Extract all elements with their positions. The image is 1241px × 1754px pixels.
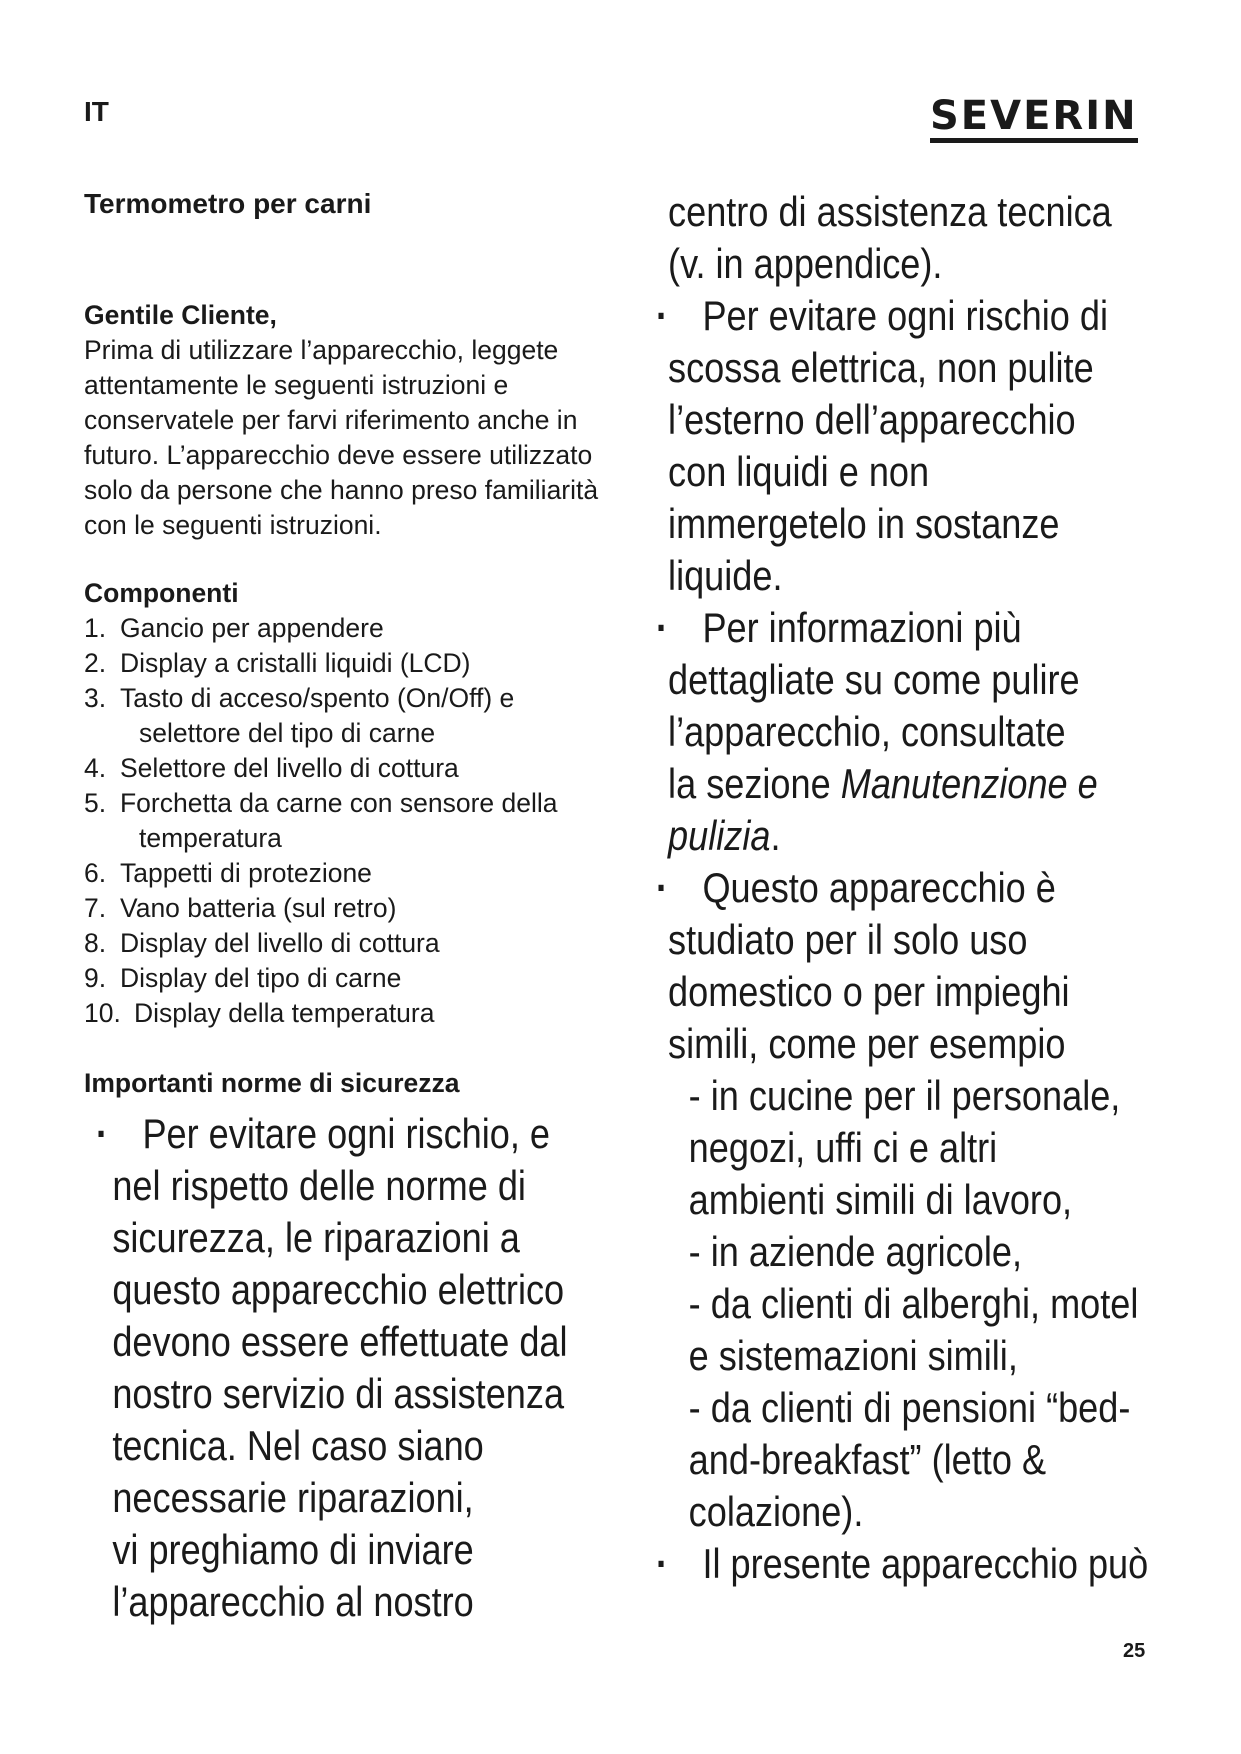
sub-item-line: - in aziende agricole,	[688, 1228, 1022, 1275]
item-number: 8.	[84, 928, 107, 958]
bullet-line: sicurezza, le riparazioni a	[112, 1214, 520, 1261]
item-number: 7.	[84, 893, 107, 923]
bullet-line: nel rispetto delle norme di	[112, 1162, 526, 1209]
bullet-line: studiato per il solo uso	[668, 916, 1028, 963]
list-item	[84, 996, 558, 1031]
bullet-line: nostro servizio di assistenza	[112, 1370, 565, 1417]
components-list	[84, 611, 558, 1031]
intro-section	[84, 298, 598, 543]
bullet-text: Il presente apparecchio può	[702, 1540, 1149, 1587]
components-heading: Componenti	[84, 578, 239, 608]
intro-line: con le seguenti istruzioni.	[84, 510, 382, 540]
bullet-mark: ·	[96, 1110, 109, 1157]
bullet-line: simili, come per esempio	[668, 1020, 1066, 1067]
page-number: 25	[1123, 1640, 1146, 1662]
bullet-line: l’apparecchio, consultate	[668, 708, 1066, 755]
item-text: Vano batteria (sul retro)	[120, 893, 397, 923]
item-text-continued: selettore del tipo di carne	[139, 718, 436, 748]
bullet-line: vi preghiamo di inviare	[112, 1526, 474, 1573]
bullet-line: devono essere effettuate dal	[112, 1318, 568, 1365]
bullet-mark: ·	[656, 864, 669, 911]
bullet-text: Questo apparecchio è	[702, 864, 1056, 911]
bullet-line	[656, 810, 1148, 862]
bullet-line: immergetelo in sostanze	[668, 500, 1060, 547]
list-item	[84, 681, 558, 751]
item-text: Display del tipo di carne	[120, 963, 402, 993]
item-text-continued: temperatura	[139, 823, 282, 853]
list-item	[84, 751, 558, 786]
sub-item-line: - da clienti di pensioni “bed-	[688, 1384, 1131, 1431]
bullet-text: la sezione	[668, 760, 841, 807]
intro-line: attentamente le seguenti istruzioni e	[84, 370, 509, 400]
item-number: 10.	[84, 998, 121, 1028]
continuation-line: (v. in appendice).	[668, 240, 943, 287]
list-item	[84, 611, 558, 646]
item-text: Display a cristalli liquidi (LCD)	[120, 648, 471, 678]
item-text: Forchetta da carne con sensore della	[120, 788, 558, 818]
continuation-line: centro di assistenza tecnica	[668, 188, 1112, 235]
item-text: Gancio per appendere	[120, 613, 384, 643]
list-item	[84, 961, 558, 996]
item-number: 4.	[84, 753, 107, 783]
sub-item-line: - da clienti di alberghi, motel	[688, 1280, 1139, 1327]
section-reference: Manutenzione e	[840, 760, 1098, 807]
intro-heading: Gentile Cliente,	[84, 300, 277, 330]
bullet-text: Per evitare ogni rischio, e	[142, 1110, 550, 1157]
item-number: 9.	[84, 963, 107, 993]
list-item	[84, 646, 558, 681]
section-reference-continued: pulizia	[668, 812, 771, 859]
bullet-mark: ·	[656, 292, 669, 339]
intro-line: conservatele per farvi riferimento anche in	[84, 405, 578, 435]
list-item	[84, 926, 558, 961]
bullet-line: tecnica. Nel caso siano	[112, 1422, 484, 1469]
bullet-line: liquide.	[668, 552, 783, 599]
language-code: IT	[84, 96, 109, 127]
sentence-end: .	[770, 812, 781, 859]
item-text: Tasto di acceso/spento (On/Off) e	[120, 683, 515, 713]
sub-item-line: and-breakfast” (letto &	[688, 1436, 1047, 1483]
severin-logo: SEVERIN	[930, 96, 1138, 143]
list-item	[84, 786, 558, 856]
safety-bullet-repairs	[96, 1108, 568, 1628]
bullet-mark: ·	[656, 604, 669, 651]
bullet-text: Per evitare ogni rischio di	[702, 292, 1108, 339]
bullet-line: l’esterno dell’apparecchio	[668, 396, 1076, 443]
bullet-line: con liquidi e non	[668, 448, 930, 495]
right-column	[656, 186, 1148, 1590]
bullet-line: questo apparecchio elettrico	[112, 1266, 565, 1313]
intro-line: solo da persone che hanno preso familiarità	[84, 475, 599, 505]
item-number: 2.	[84, 648, 107, 678]
sub-item-line: ambienti simili di lavoro,	[688, 1176, 1073, 1223]
bullet-line: domestico o per impieghi	[668, 968, 1070, 1015]
intro-line: futuro. L’apparecchio deve essere utilizzato	[84, 440, 593, 470]
bullet-line: necessarie riparazioni,	[112, 1474, 474, 1521]
page-title: Termometro per carni	[84, 188, 372, 219]
item-text: Display della temperatura	[134, 998, 435, 1028]
item-number: 3.	[84, 683, 107, 713]
item-number: 1.	[84, 613, 107, 643]
bullet-line	[656, 758, 1148, 810]
list-item	[84, 891, 558, 926]
components-section	[84, 576, 558, 1031]
bullet-text: Per informazioni più	[702, 604, 1022, 651]
intro-line: Prima di utilizzare l’apparecchio, leggete	[84, 335, 559, 365]
sub-item-line: colazione).	[688, 1488, 864, 1535]
sub-item-line: - in cucine per il personale,	[688, 1072, 1121, 1119]
bullet-mark: ·	[656, 1540, 669, 1587]
item-number: 6.	[84, 858, 107, 888]
list-item	[84, 856, 558, 891]
bullet-line: dettagliate su come pulire	[668, 656, 1080, 703]
item-number: 5.	[84, 788, 107, 818]
bullet-line: scossa elettrica, non pulite	[668, 344, 1094, 391]
bullet-line: l’apparecchio al nostro	[112, 1578, 474, 1625]
sub-item-line: e sistemazioni simili,	[688, 1332, 1018, 1379]
item-text: Tappetti di protezione	[120, 858, 372, 888]
item-text: Display del livello di cottura	[120, 928, 440, 958]
safety-heading: Importanti norme di sicurezza	[84, 1068, 460, 1098]
sub-item-line: negozi, uffi ci e altri	[688, 1124, 998, 1171]
item-text: Selettore del livello di cottura	[120, 753, 459, 783]
